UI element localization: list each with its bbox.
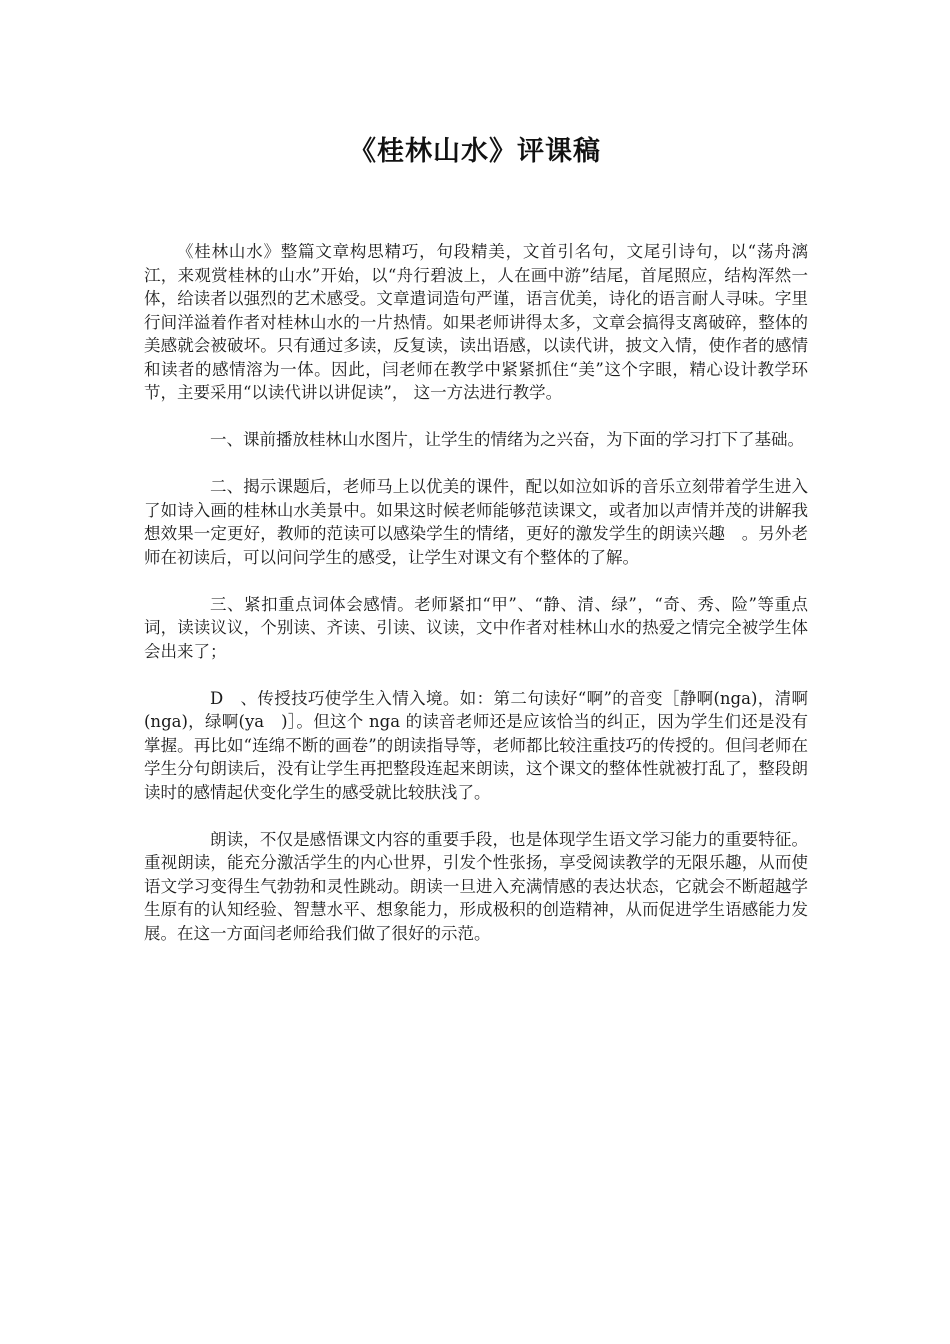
page-title: 《桂林山水》评课稿	[349, 136, 601, 167]
paragraph-conclusion: 朗读，不仅是感悟课文内容的重要手段，也是体现学生语文学习能力的重要特征。重视朗读，能充分激活学生的内心世界，引发个性张扬，享受阅读教学的无限乐趣，从而使语文学习变得生气勃勃和灵性跳动。朗读一旦进入充满情感的表达状态，它就会不断超越学生原有的认知经验、智慧水平、想象能力，形成极积的创造精神，从而促进学生语感能力发展。在这一方面闫老师给我们做了很好的示范。	[144, 829, 808, 943]
paragraph-intro: 《桂林山水》整篇文章构思精巧，句段精美，文首引名句，文尾引诗句，以“荡舟漓江，来观赏桂林的山水”开始，以“舟行碧波上，人在画中游”结尾，首尾照应，结构浑然一体，给读者以强烈的艺术感受。文章遣词造句严谨，语言优美，诗化的语言耐人寻味。字里行间洋溢着作者对桂林山水的一片热情。如果老师讲得太多，文章会搞得支离破碎，整体的美感就会被破坏。只有通过多读，反复读，读出语感，以读代讲，披文入情，使作者的感情和读者的感情溶为一体。因此，闫老师在教学中紧紧抓住“美”这个字眼，精心设计教学环节，主要采用“以读代讲以讲促读”， 这一方法进行教学。	[144, 242, 808, 402]
paragraph-point-1: 一、课前播放桂林山水图片，让学生的情绪为之兴奋，为下面的学习打下了基础。	[210, 430, 804, 449]
paragraph-point-3: 三、紧扣重点词体会感情。老师紧扣“甲”、“静、清、绿”，“奇、秀、险”等重点词，读读议议，个别读、齐读、引读、议读，文中作者对桂林山水的热爱之情完全被学生体会出来了；	[144, 594, 808, 661]
paragraph-point-4: D 、传授技巧使学生入情入境。如：第二句读好“啊”的音变［静啊(nga)，清啊(nga)，绿啊(ya )］。但这个 nga 的读音老师还是应该恰当的纠正，因为学生们还是没有掌握。再比如“连绵不断的画卷”的朗读指导等，老师都比较注重技巧的传授的。但闫老师在学生分句朗读后，没有让学生再把整段连起来朗读，这个课文的整体性就被打乱了，整段朗读时的感情起伏变化学生的感受就比较肤浅了。	[144, 688, 808, 802]
document-body	[144, 240, 808, 969]
paragraph-point-2: 二、揭示课题后，老师马上以优美的课件，配以如泣如诉的音乐立刻带着学生进入了如诗入画的桂林山水美景中。如果这时候老师能够范读课文，或者加以声情并茂的讲解我想效果一定更好，教师的范读可以感染学生的情绪，更好的激发学生的朗读兴趣 。另外老师在初读后，可以问问学生的感受，让学生对课文有个整体的了解。	[144, 477, 808, 567]
